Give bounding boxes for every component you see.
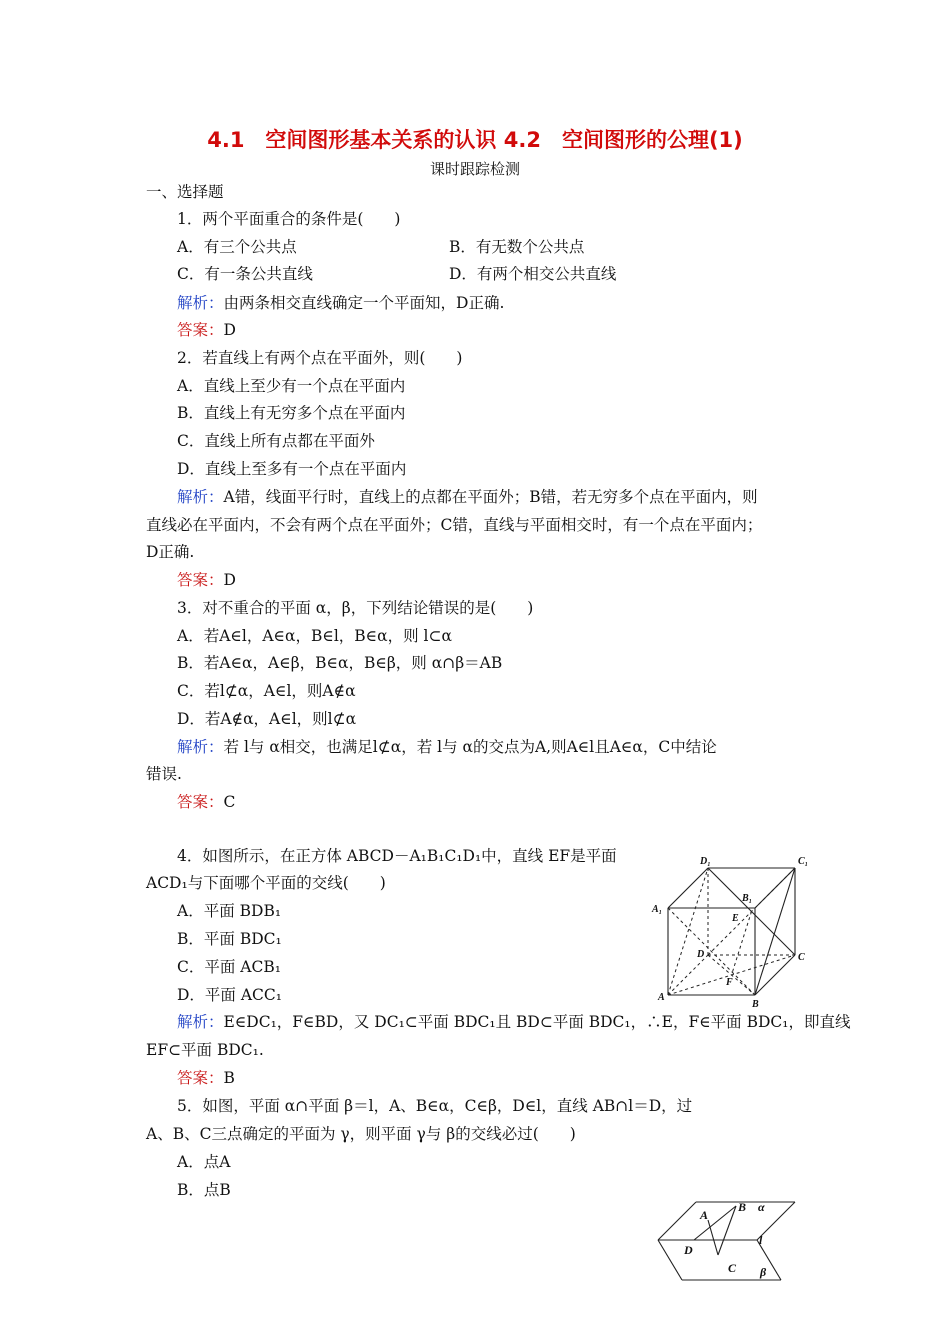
q4-option-a: A．平面 BDB₁ bbox=[177, 902, 282, 920]
section-heading: 一、选择题 bbox=[146, 183, 224, 201]
q1-option-a: A．有三个公共点 bbox=[177, 238, 297, 256]
q4-analysis-text: E∈DC₁，F∈BD，又 DC₁⊂平面 BDC₁且 BD⊂平面 BDC₁，∴E，F∈平面 BDC₁，即直线 bbox=[223, 1013, 851, 1031]
q3-stem: 3．对不重合的平面 α，β，下列结论错误的是( ) bbox=[177, 599, 534, 617]
q5-stem: 5．如图，平面 α∩平面 β＝l，A、B∈α，C∈β，D∈l，直线 AB∩l＝D，过 bbox=[177, 1097, 693, 1115]
q2-option-d: D．直线上至多有一个点在平面内 bbox=[177, 460, 407, 478]
label-l: l bbox=[759, 1233, 763, 1247]
q1-option-c: C．有一条公共直线 bbox=[177, 265, 313, 283]
q1-answer bbox=[177, 320, 236, 340]
label-beta: β bbox=[760, 1265, 767, 1279]
q3-analysis-line2: 错误. bbox=[146, 765, 182, 783]
answer-label: 答案： bbox=[177, 1069, 224, 1087]
answer-label: 答案： bbox=[177, 571, 224, 589]
label-C: C bbox=[798, 952, 805, 963]
q4-option-c: C．平面 ACB₁ bbox=[177, 958, 281, 976]
analysis-label: 解析： bbox=[177, 488, 224, 506]
q5-stem-line2: A、B、C三点确定的平面为 γ，则平面 γ与 β的交线必过( ) bbox=[146, 1125, 576, 1143]
q2-stem: 2．若直线上有两个点在平面外，则( ) bbox=[177, 349, 463, 367]
q4-analysis-line2: EF⊂平面 BDC₁. bbox=[146, 1041, 264, 1059]
q5-option-b: B．点B bbox=[177, 1181, 231, 1199]
label-A: A bbox=[700, 1208, 709, 1222]
q2-analysis bbox=[177, 487, 758, 507]
q2-answer-value: D bbox=[223, 571, 236, 589]
q3-option-a: A．若A∈l，A∈α，B∈l，B∈α，则 l⊂α bbox=[177, 627, 452, 645]
label-A1: A₁ bbox=[652, 904, 663, 915]
q4-option-d: D．平面 ACC₁ bbox=[177, 986, 282, 1004]
q3-analysis-text: 若 l与 α相交，也满足l⊄α，若 l与 α的交点为A,则A∈l且A∈α，C中结论 bbox=[223, 738, 717, 756]
q4-stem-line2: ACD₁与下面哪个平面的交线( ) bbox=[146, 874, 386, 892]
analysis-label: 解析： bbox=[177, 1013, 224, 1031]
q1-stem: 1．两个平面重合的条件是( ) bbox=[177, 210, 401, 228]
q1-option-b: B．有无数个公共点 bbox=[449, 238, 585, 256]
label-D1: D₁ bbox=[700, 856, 711, 867]
q3-option-c: C．若l⊄α，A∈l，则A∉α bbox=[177, 682, 356, 700]
q2-analysis-line3: D正确. bbox=[146, 543, 195, 561]
q4-answer bbox=[177, 1068, 235, 1088]
label-C: C bbox=[728, 1261, 737, 1275]
q5-option-a: A．点A bbox=[177, 1153, 231, 1171]
q2-analysis-line2: 直线必在平面内，不会有两个点在平面外；C错，直线与平面相交时，有一个点在平面内； bbox=[146, 516, 763, 534]
planes-figure bbox=[650, 1192, 800, 1287]
analysis-label: 解析： bbox=[177, 294, 224, 312]
q4-option-b: B．平面 BDC₁ bbox=[177, 930, 282, 948]
q3-option-b: B．若A∈α，A∈β，B∈α，B∈β，则 α∩β＝AB bbox=[177, 654, 503, 672]
q4-answer-value: B bbox=[223, 1069, 235, 1087]
label-D: D bbox=[697, 949, 705, 960]
page-subtitle: 课时跟踪检测 bbox=[429, 160, 520, 178]
q1-analysis-text: 由两条相交直线确定一个平面知，D正确. bbox=[223, 294, 505, 312]
answer-label: 答案： bbox=[177, 321, 224, 339]
label-alpha: α bbox=[758, 1200, 765, 1214]
q1-analysis bbox=[177, 293, 504, 313]
label-B1: B₁ bbox=[742, 893, 753, 904]
label-D: D bbox=[684, 1243, 693, 1257]
label-E: E bbox=[732, 913, 739, 924]
label-F: F bbox=[726, 977, 733, 988]
q2-option-c: C．直线上所有点都在平面外 bbox=[177, 432, 375, 450]
q2-answer bbox=[177, 570, 236, 590]
answer-label: 答案： bbox=[177, 793, 224, 811]
label-A: A bbox=[658, 992, 665, 1003]
q1-option-d: D．有两个相交公共直线 bbox=[449, 265, 617, 283]
q2-option-a: A．直线上至少有一个点在平面内 bbox=[177, 377, 406, 395]
q4-analysis bbox=[177, 1012, 851, 1032]
planes-diagram bbox=[650, 1192, 800, 1287]
q2-analysis-text: A错，线面平行时，直线上的点都在平面外；B错，若无穷多个点在平面内，则 bbox=[223, 488, 758, 506]
q3-answer-value: C bbox=[223, 793, 236, 811]
q4-stem: 4．如图所示，在正方体 ABCD－A₁B₁C₁D₁中，直线 EF是平面 bbox=[177, 847, 617, 865]
q3-answer bbox=[177, 792, 235, 812]
label-B: B bbox=[738, 1200, 747, 1214]
label-B: B bbox=[752, 999, 759, 1008]
cube-diagram bbox=[648, 850, 813, 1008]
q3-analysis bbox=[177, 737, 717, 757]
cube-figure bbox=[648, 850, 813, 1008]
q3-option-d: D．若A∉α，A∈l，则l⊄α bbox=[177, 710, 357, 728]
q2-option-b: B．直线上有无穷多个点在平面内 bbox=[177, 404, 406, 422]
page-title: 4.1 空间图形基本关系的认识 4.2 空间图形的公理(1) bbox=[207, 128, 743, 152]
label-C1: C₁ bbox=[798, 856, 809, 867]
q1-answer-value: D bbox=[223, 321, 236, 339]
analysis-label: 解析： bbox=[177, 738, 224, 756]
